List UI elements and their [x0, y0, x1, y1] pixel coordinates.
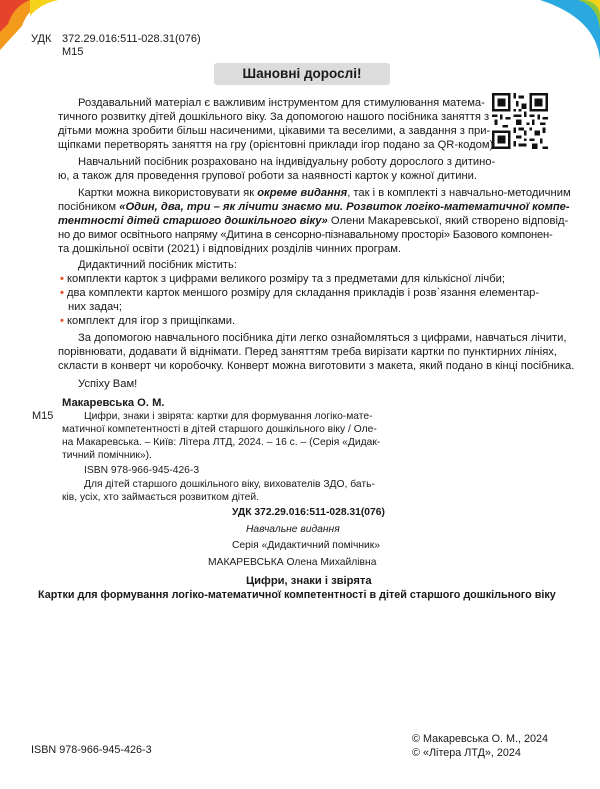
bullet-icon: • — [60, 315, 64, 327]
copyright-author: © Макаревська О. М., 2024 — [412, 733, 549, 745]
corner-decoration-right — [540, 0, 600, 60]
imprint-author: МАКАРЕВСЬКА Олена Михайлівна — [208, 557, 377, 568]
text-line: Роздавальний матеріал є важливим інструментом для стимулювання матема- — [78, 97, 485, 109]
catalog-code: М15 — [62, 46, 84, 58]
text-line: дітьми можна зробити більш насиченими, цікавими та веселими, а завдання з при- — [58, 125, 491, 137]
text-line: Для дітей старшого дошкільного віку, вихователів ЗДО, бать- — [84, 479, 375, 490]
list-item: • комплекти карток з цифрами великого розміру та з предметами для кількісної лічби; — [60, 273, 506, 285]
qr-code-icon — [492, 93, 548, 149]
series-name: Серія «Дидактичний помічник» — [232, 540, 381, 551]
contents-heading: Дидактичний посібник містить: — [78, 259, 237, 271]
footer-isbn: ISBN 978-966-945-426-3 — [31, 744, 152, 756]
catalog-author: Макаревська О. М. — [62, 397, 165, 409]
bullet-icon: • — [60, 273, 64, 285]
text-line: тичний помічник»). — [62, 450, 152, 461]
text-line: Навчальний посібник розраховано на індивідуальну роботу дорослого з дитино- — [78, 156, 496, 168]
catalog-code-side: М15 — [32, 410, 54, 422]
book-title: Цифри, знаки і звірята — [246, 575, 372, 587]
text-line: тичного розвитку дітей дошкільного віку. За допомогою нашого посібника заняття з — [58, 111, 490, 123]
closing-wish: Успіху Вам! — [78, 378, 138, 390]
text-line: та дошкільної освіти (2021) і відповідних розділів чинних програм. — [58, 243, 401, 255]
publication-type: Навчальне видання — [246, 524, 340, 535]
udk-code: 372.29.016:511-028.31(076) — [62, 33, 201, 45]
list-item: • комплект для ігор з прищіпками. — [60, 315, 236, 327]
list-item-continuation: них задач; — [68, 301, 122, 313]
text-line: на Макаревська. – Київ: Літера ЛТД, 2024. – 16 с. – (Серія «Дидак- — [62, 437, 381, 448]
text-line: порівнювати, додавати й віднімати. Перед заняттям треба вирізати картки по пунктирних лініях, — [58, 346, 557, 358]
page-title: Шановні дорослі! — [214, 63, 390, 85]
udk-prefix: УДК — [31, 33, 52, 45]
text-line: За допомогою навчального посібника діти легко ознайомляться з цифрами, навчаться лічити, — [78, 332, 567, 344]
list-item: • два комплекти карток меншого розміру для складання прикладів і розв`язання елементар- — [60, 287, 540, 299]
text-line: ю, а також для проведення групової роботи за наявності карток у кожної дитини. — [58, 170, 478, 182]
text-line: матичної компетентності в дітей старшого дошкільного віку / Оле- — [62, 424, 377, 435]
copyright-publisher: © «Літера ЛТД», 2024 — [412, 747, 521, 759]
text-line: Картки можна використовувати як окреме видання, так і в комплекті з навчально-методичним — [78, 187, 571, 199]
catalog-isbn: ISBN 978-966-945-426-3 — [84, 465, 200, 476]
text-line: щіпками перетворять заняття на гру (орієнтовні приклади ігор подано за QR-кодом). — [58, 139, 497, 151]
text-line: ків, усіх, хто займається розвитком дітей. — [62, 492, 259, 503]
catalog-udk: УДК 372.29.016:511-028.31(076) — [232, 507, 385, 518]
book-subtitle: Картки для формування логіко-математичної компетентності в дітей старшого дошкільного віку — [38, 589, 556, 601]
text-line: но до вимог освітнього напряму «Дитина в сенсорно-пізнавальному просторі» Базового компонен- — [58, 229, 553, 241]
text-line: тентності дітей старшого дошкільного віку» Олени Макаревської, який створено відповід- — [58, 215, 569, 227]
text-line: посібником «Один, два, три – як лічити знаємо ми. Розвиток логіко-математичної компе- — [58, 201, 570, 213]
text-line: Цифри, знаки і звірята: картки для формування логіко-мате- — [84, 411, 373, 422]
text-line: скласти в конверт чи коробочку. Конверт можна виготовити з макета, який подано в кінці посібника. — [58, 360, 575, 372]
bullet-icon: • — [60, 287, 64, 299]
